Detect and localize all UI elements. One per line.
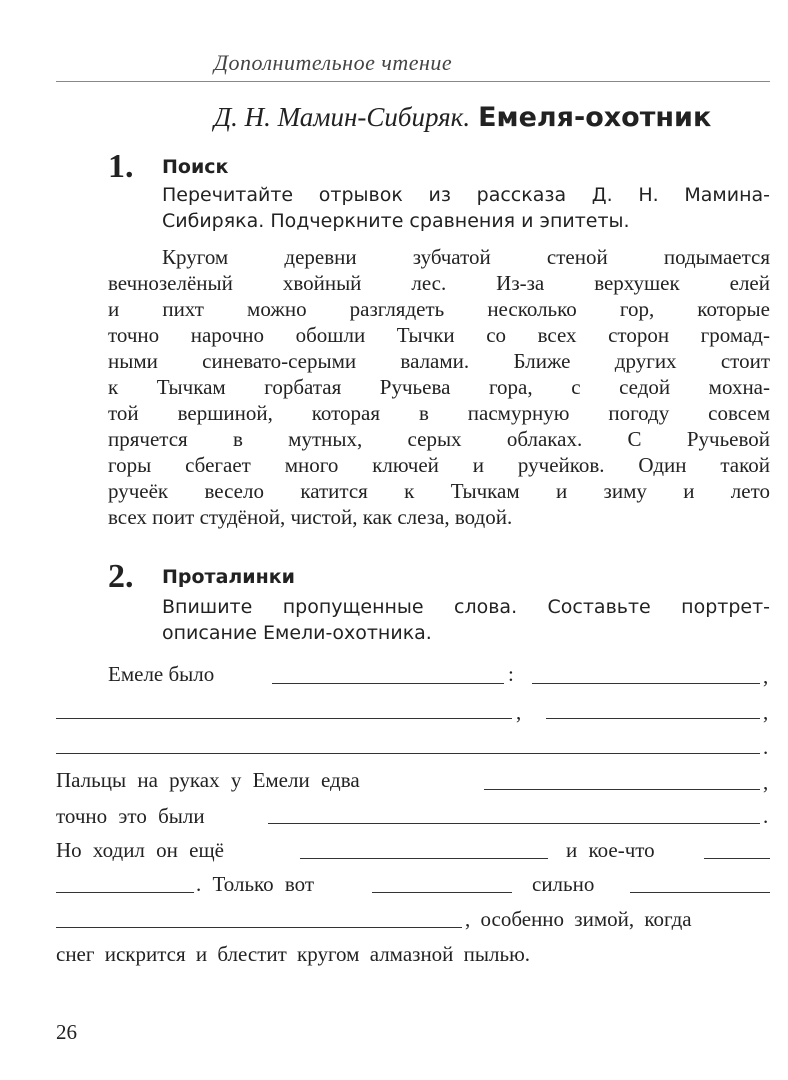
passage-line: горы сбегает много ключей и ручейков. Один такой	[108, 453, 770, 477]
answer-blank[interactable]	[56, 892, 194, 893]
comma: ,	[763, 664, 769, 688]
fill-text: точно это были	[56, 804, 205, 828]
story-author: Д. Н. Мамин-Сибиряк.	[214, 102, 471, 132]
passage-line: ными синевато-серыми валами. Ближе других стоит	[108, 349, 770, 373]
fill-text: Но ходил он ещё	[56, 838, 224, 862]
passage-line: вечнозелёный хвойный лес. Из-за верхушек елей	[108, 271, 770, 295]
answer-blank[interactable]	[272, 683, 504, 684]
passage-line: и пихт можно разглядеть несколько гор, которые	[108, 297, 770, 321]
answer-blank[interactable]	[704, 858, 770, 859]
comma: ,	[763, 700, 769, 724]
story-title	[214, 102, 711, 133]
fill-text: и кое-что	[566, 838, 655, 862]
story-work-title: Емеля-охотник	[478, 102, 712, 133]
page-number: 26	[56, 1020, 77, 1044]
answer-blank[interactable]	[630, 892, 770, 893]
passage-line: той вершиной, которая в пасмурную погоду совсем	[108, 401, 770, 425]
answer-blank[interactable]	[532, 683, 760, 684]
answer-blank[interactable]	[484, 789, 760, 790]
answer-blank[interactable]	[268, 823, 760, 824]
task-instruction-2	[162, 594, 770, 646]
instruction-line: описание Емели-охотника.	[162, 622, 432, 644]
task-number-1: 1.	[108, 148, 134, 185]
instruction-line: Сибиряка. Подчеркните сравнения и эпитеты.	[162, 210, 630, 232]
passage-line: точно нарочно обошли Тычки со всех сторон громад-	[108, 323, 770, 347]
answer-blank[interactable]	[300, 858, 548, 859]
header-rule	[56, 81, 770, 82]
running-head: Дополнительное чтение	[214, 50, 453, 75]
answer-blank[interactable]	[56, 753, 760, 754]
fill-text: , особенно зимой, когда	[465, 907, 692, 931]
passage-line: всех поит студёной, чистой, как слеза, водой.	[108, 505, 513, 529]
period: .	[763, 735, 769, 759]
colon: :	[508, 662, 514, 686]
passage-line: прячется в мутных, серых облаках. С Ручьевой	[108, 427, 770, 451]
comma: ,	[516, 700, 522, 724]
answer-blank[interactable]	[56, 927, 462, 928]
answer-blank[interactable]	[372, 892, 512, 893]
fill-text: Емеле было	[108, 662, 215, 686]
task-number-2: 2.	[108, 558, 134, 595]
fill-text: сильно	[532, 872, 595, 896]
period: .	[763, 804, 769, 828]
comma: ,	[763, 770, 769, 794]
fill-text: Пальцы на руках у Емели едва	[56, 768, 360, 792]
answer-blank[interactable]	[546, 718, 760, 719]
task-instruction-1	[162, 182, 770, 234]
fill-text: снег искрится и блестит кругом алмазной пылью.	[56, 942, 531, 966]
story-excerpt	[108, 244, 770, 530]
task-title-1: Поиск	[162, 156, 229, 178]
instruction-line: Впишите пропущенные слова. Составьте портрет-	[162, 596, 770, 618]
passage-line: ручеёк весело катится к Тычкам и зиму и лето	[108, 479, 770, 503]
fill-text: . Только вот	[196, 872, 315, 896]
passage-line: Кругом деревни зубчатой стеной подымается	[162, 245, 770, 269]
passage-line: к Тычкам горбатая Ручьева гора, с седой мохна-	[108, 375, 770, 399]
task-title-2: Проталинки	[162, 566, 295, 588]
instruction-line: Перечитайте отрывок из рассказа Д. Н. Мамина-	[162, 184, 770, 206]
answer-blank[interactable]	[56, 718, 512, 719]
